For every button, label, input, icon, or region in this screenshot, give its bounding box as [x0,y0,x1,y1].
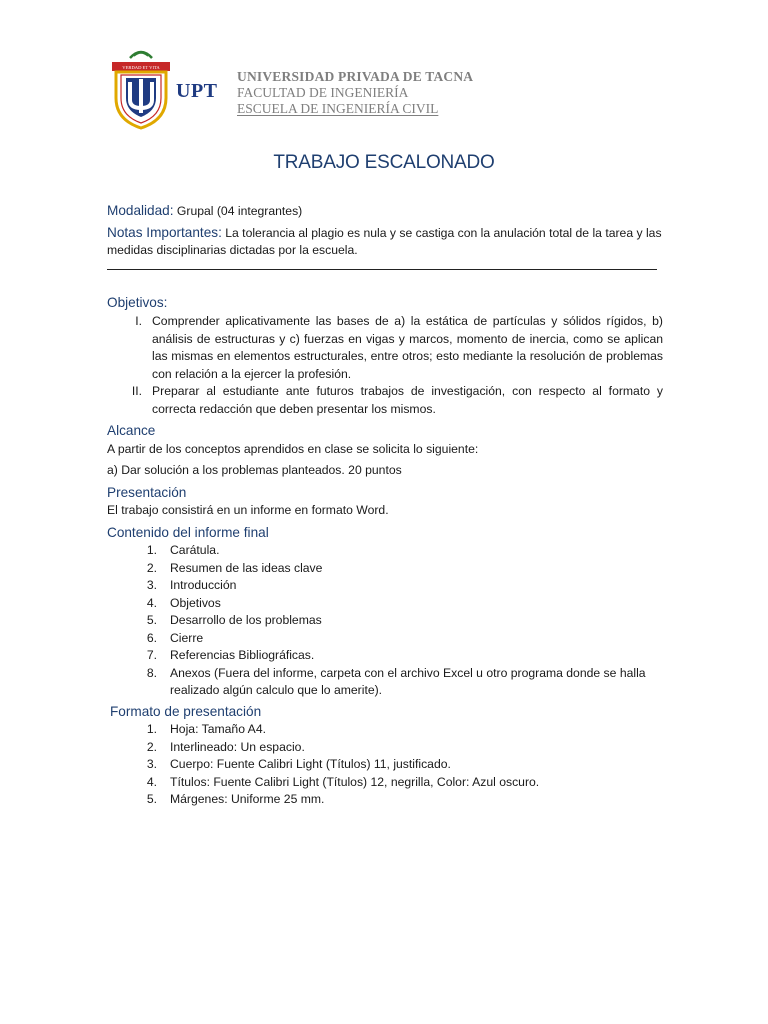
list-item [107,774,663,792]
university-seal-logo [108,48,174,130]
list-item [107,313,663,383]
document-body [107,200,663,809]
alcance-heading: Alcance [107,423,156,438]
alcance-line-2: a) Dar solución a los problemas planteados. 20 puntos [107,463,402,477]
upt-acronym: UPT [176,80,218,102]
list-item [107,791,663,809]
list-item [107,739,663,757]
list-number: 1. [146,543,157,557]
list-text: Desarrollo de los problemas [170,613,322,627]
faculty-name: FACULTAD DE INGENIERÍA [237,85,409,100]
list-number: 1. [146,722,157,736]
contenido-heading: Contenido del informe final [107,524,269,540]
list-number: 2. [146,739,157,754]
document-title: TRABAJO ESCALONADO [273,152,495,173]
divider-line [107,269,657,270]
list-item [107,612,663,630]
list-text: Márgenes: Uniforme 25 mm. [170,792,325,806]
list-number: 5. [146,613,157,627]
objetivos-heading: Objetivos: [107,294,168,310]
list-number: 2. [146,560,157,575]
notas-text: La tolerancia al plagio es nula y se castiga con la anulación total de la tarea y las medidas disciplinarias dictadas por la escuela. [107,225,662,257]
alcance-line-1: A partir de los conceptos aprendidos en clase se solicita lo siguiente: [107,441,479,456]
logo-motto: VERDAD ET VITA [122,65,160,70]
notas-line [107,224,663,260]
list-item [107,630,663,648]
objetivos-list [107,313,663,418]
list-number: 4. [146,595,157,610]
list-text: Referencias Bibliográficas. [170,648,315,662]
list-number: 8. [146,665,157,680]
list-item [107,560,663,578]
list-number: 4. [146,774,157,789]
formato-list [107,721,663,809]
list-item [107,577,663,595]
list-text: Resumen de las ideas clave [170,560,323,575]
list-text: Títulos: Fuente Calibri Light (Títulos) 12, negrilla, Color: Azul oscuro. [170,774,540,789]
list-text: Preparar al estudiante ante futuros trabajos de investigación, con respecto al formato y correcta redacción que deben presentar los mismos. [152,384,663,416]
modalidad-label: Modalidad: [107,203,174,218]
modalidad-line [107,202,663,221]
list-text: Anexos (Fuera del informe, carpeta con el archivo Excel u otro programa donde se halla realizado algún calculo que lo amerite). [170,665,646,697]
institution-header [237,69,473,117]
list-item [107,647,663,665]
list-item [107,756,663,774]
formato-heading: Formato de presentación [110,703,262,719]
list-text: Interlineado: Un espacio. [170,739,305,754]
list-number: 7. [146,648,157,662]
list-item [107,383,663,418]
university-name: UNIVERSIDAD PRIVADA DE TACNA [237,69,474,84]
list-text: Comprender aplicativamente las bases de a) la estática de partículas y sólidos rígidos, b) análisis de estructuras y c) fuerzas en vigas y marcos, momento de inercia, como se aplican las mismas en elementos estructurales, entre otros; esto mediante la resolución de problemas con relación a la ejercer la profesión. [152,314,663,381]
list-item [107,542,663,560]
list-text: Objetivos [170,595,221,610]
list-text: Cierre [170,630,204,645]
list-number: 3. [146,578,157,592]
modalidad-text: Grupal (04 integrantes) [176,204,303,218]
list-text: Cuerpo: Fuente Calibri Light (Títulos) 11, justificado. [170,757,451,771]
list-text: Hoja: Tamaño A4. [170,722,266,736]
notas-label: Notas Importantes: [107,224,222,240]
list-number: II. [131,384,142,398]
list-number: I. [135,314,142,328]
list-item [107,595,663,613]
school-name: ESCUELA DE INGENIERÍA CIVIL [237,101,439,116]
list-number: 3. [146,757,157,771]
list-text: Introducción [170,578,237,592]
presentacion-heading: Presentación [107,484,187,500]
presentacion-text: El trabajo consistirá en un informe en formato Word. [107,503,389,517]
list-number: 5. [146,792,157,806]
contenido-list [107,542,663,700]
list-text: Carátula. [170,543,220,557]
list-item [107,665,663,700]
list-number: 6. [146,630,157,645]
list-item [107,721,663,739]
